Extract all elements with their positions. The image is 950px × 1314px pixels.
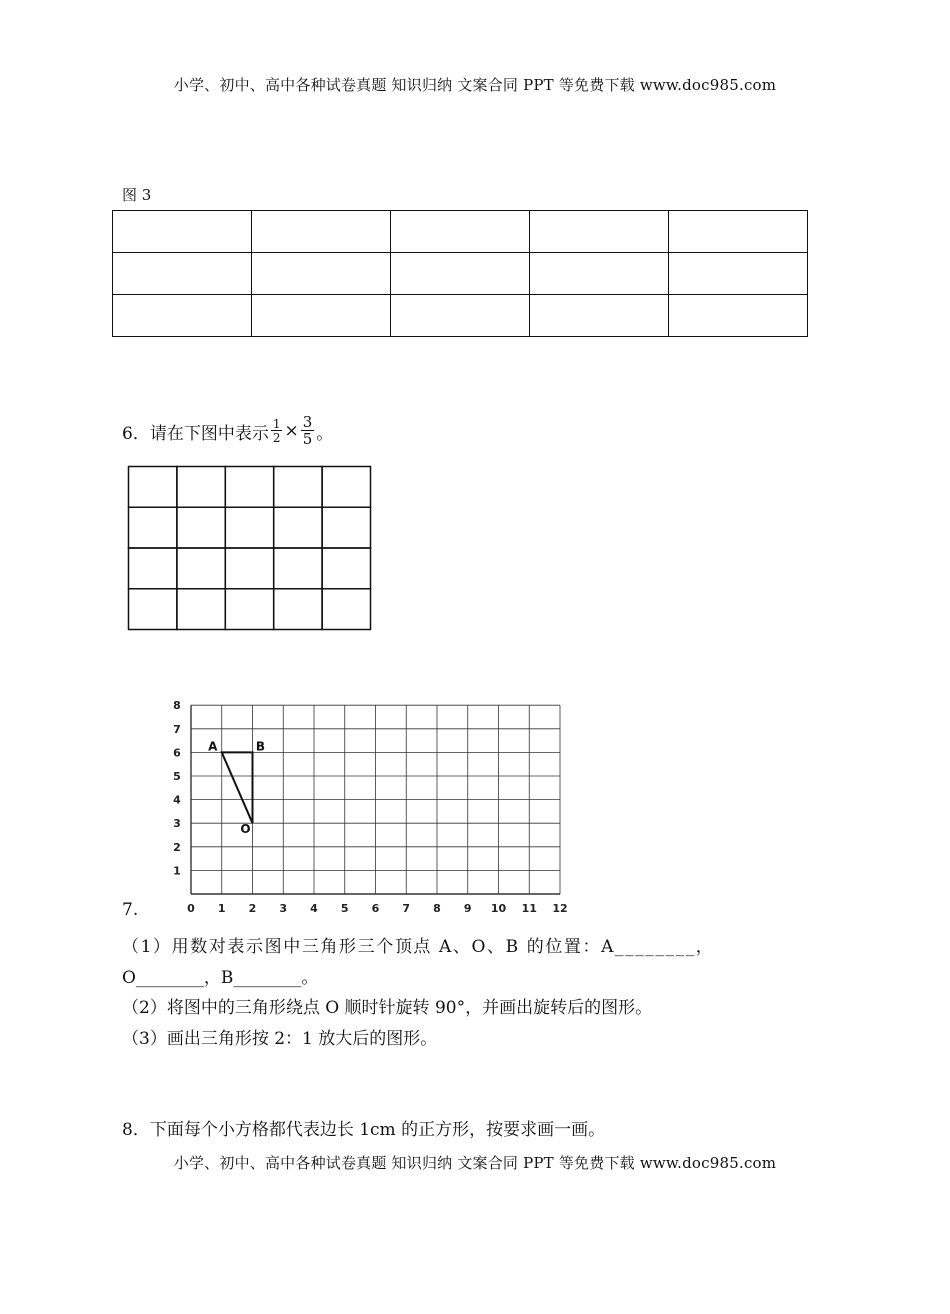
- grid-cell: [225, 548, 273, 589]
- table-cell: [669, 295, 808, 337]
- y-tick-label: 3: [173, 817, 181, 831]
- x-tick-label: 12: [552, 902, 568, 915]
- y-tick-label: 1: [173, 864, 181, 878]
- y-tick-label: 6: [173, 746, 181, 760]
- table-cell: [530, 295, 669, 337]
- vertex-label-O: O: [240, 822, 251, 837]
- fraction-three-fifths: [301, 415, 315, 447]
- grid-cell: [177, 467, 225, 508]
- x-tick-label: 0: [187, 902, 195, 915]
- grid-cell: [274, 507, 322, 548]
- grid-cell: [225, 507, 273, 548]
- table-cell: [391, 253, 530, 295]
- grid-cell: [225, 467, 273, 508]
- grid-cell: [274, 589, 322, 630]
- grid-cell: [322, 589, 370, 630]
- vertex-label-B: B: [255, 739, 266, 754]
- table-cell: [113, 253, 252, 295]
- table-cell: [113, 295, 252, 337]
- fraction-numerator: 3: [302, 413, 313, 431]
- y-tick-label: 4: [173, 793, 181, 807]
- table-cell: [530, 211, 669, 253]
- coordinate-grid: [158, 700, 578, 920]
- x-tick-label: 2: [248, 902, 257, 915]
- table-row: [113, 211, 808, 253]
- question-6-text: 6．请在下图中表示: [122, 423, 269, 444]
- x-tick-label: 4: [310, 902, 318, 915]
- question-8: 8．下面每个小方格都代表边长 1cm 的正方形，按要求画一画。: [122, 1120, 606, 1140]
- vertex-label-A: A: [208, 739, 218, 754]
- fraction-denominator: 2: [272, 431, 281, 445]
- table-cell: [391, 295, 530, 337]
- grid-cell: [322, 548, 370, 589]
- x-tick-label: 7: [402, 902, 411, 915]
- table-cell: [252, 295, 391, 337]
- question-6: [122, 415, 333, 447]
- x-tick-label: 5: [340, 902, 349, 915]
- x-tick-label: 9: [463, 902, 472, 915]
- grid-cell: [129, 507, 177, 548]
- table-row: [113, 295, 808, 337]
- fraction-denominator: 5: [302, 430, 313, 448]
- fraction-grid: [127, 465, 373, 633]
- question-7-number: 7.: [122, 900, 139, 920]
- times-sign: ×: [284, 421, 299, 441]
- grid-cell: [274, 467, 322, 508]
- grid-cell: [177, 589, 225, 630]
- y-tick-label: 2: [173, 840, 181, 854]
- table-cell: [530, 253, 669, 295]
- grid-cell: [274, 548, 322, 589]
- question-7-part-3: （3）画出三角形按 2：1 放大后的图形。: [122, 1029, 438, 1049]
- table-cell: [252, 253, 391, 295]
- question-7-part-1: （1）用数对表示图中三角形三个顶点 A、O、B 的位置：A________，: [122, 937, 715, 957]
- question-7-part-2: （2）将图中的三角形绕点 O 顺时针旋转 90°，并画出旋转后的图形。: [122, 998, 653, 1018]
- question-6-suffix: 。: [316, 423, 334, 444]
- figure-3-label: 图 3: [122, 186, 152, 204]
- y-tick-label: 7: [173, 722, 181, 736]
- table-cell: [669, 211, 808, 253]
- grid-cell: [322, 467, 370, 508]
- grid-cell: [177, 548, 225, 589]
- x-tick-label: 8: [433, 902, 441, 915]
- question-7-part-1-continued: O________，B________。: [122, 968, 319, 988]
- fraction-numerator: 1: [272, 417, 281, 431]
- figure-3-table: [112, 210, 808, 337]
- grid-cell: [322, 507, 370, 548]
- x-tick-label: 11: [521, 902, 537, 915]
- x-tick-label: 10: [490, 902, 507, 915]
- triangle-AOB: [222, 752, 253, 823]
- page-footer: 小学、初中、高中各种试卷真题 知识归纳 文案合同 PPT 等免费下载 www.doc985.com: [173, 1154, 777, 1172]
- x-tick-label: 3: [279, 902, 288, 915]
- table-cell: [252, 211, 391, 253]
- grid-cell: [129, 548, 177, 589]
- table-cell: [113, 211, 252, 253]
- fraction-one-half: [271, 418, 283, 444]
- grid-cell: [129, 589, 177, 630]
- table-cell: [391, 211, 530, 253]
- table-cell: [669, 253, 808, 295]
- y-tick-label: 8: [173, 700, 181, 713]
- grid-cell: [225, 589, 273, 630]
- x-tick-label: 6: [371, 902, 380, 915]
- table-row: [113, 253, 808, 295]
- grid-cell: [177, 507, 225, 548]
- x-tick-label: 1: [217, 902, 226, 915]
- page-header: 小学、初中、高中各种试卷真题 知识归纳 文案合同 PPT 等免费下载 www.doc985.com: [173, 76, 777, 94]
- grid-cell: [129, 467, 177, 508]
- y-tick-label: 5: [173, 770, 181, 783]
